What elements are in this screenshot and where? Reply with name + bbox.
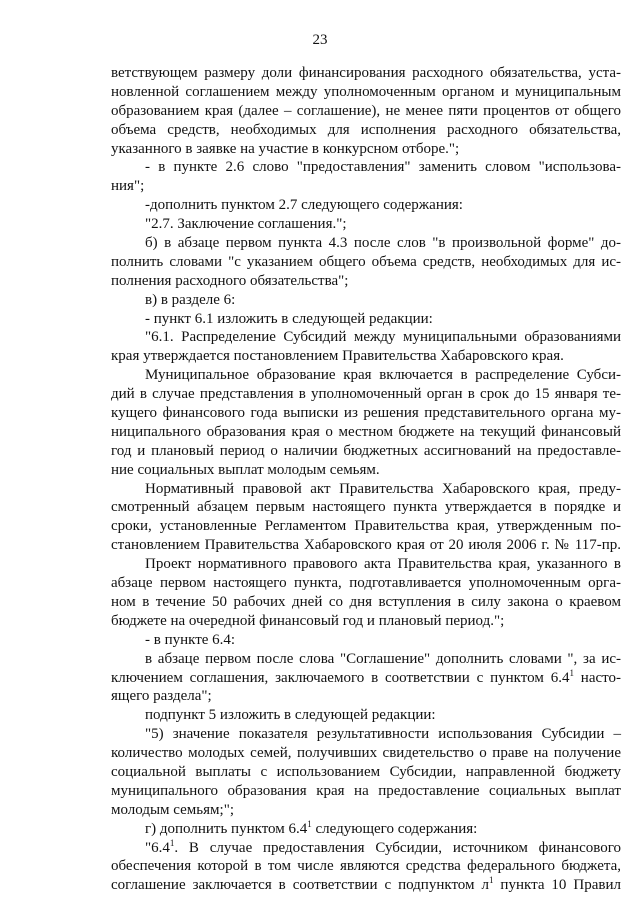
text-line: полнить словами "с указанием общего объема средств, необходимых для ис- bbox=[111, 253, 621, 270]
text-line: ветствующем размеру доли финансирования расходного обязательства, уста- bbox=[111, 65, 621, 81]
text-line: год и плановый период о наличии бюджетных ассигнований на предоставле- bbox=[111, 442, 621, 459]
text-line: объема средств, необходимых для исполнения расходного обязательства, bbox=[111, 121, 621, 138]
text-line: образованием края (далее – соглашение), не менее пяти процентов от общего bbox=[111, 102, 621, 119]
text-line: смотренный абзацем первым настоящего пункта утверждается в порядке и bbox=[111, 499, 621, 516]
text-line: полнения расходного обязательства"; bbox=[111, 272, 349, 289]
text-line: подпункт 5 изложить в следующей редакции: bbox=[145, 707, 436, 724]
text-line: Нормативный правовой акт Правительства Хабаровского края, преду- bbox=[145, 480, 621, 497]
text-line: "2.7. Заключение соглашения."; bbox=[145, 216, 347, 233]
text-line: "5) значение показателя результативности использования Субсидии – bbox=[145, 726, 621, 743]
text-line: сроки, установленные Регламентом Правительства края, утвержденным по- bbox=[111, 518, 621, 535]
text-line: Проект нормативного правового акта Правительства края, указанного в bbox=[145, 556, 621, 573]
text-line: б) в абзаце первом пункта 4.3 после слов "в произвольной форме" до- bbox=[145, 235, 621, 252]
text-line: г) дополнить пунктом $6.4^1$ следующего содержания: bbox=[145, 818, 478, 837]
document-body bbox=[111, 64, 621, 895]
text-line: - в пункте 2.6 слово "предоставления" заменить словом "использова- bbox=[145, 159, 621, 176]
text-line: муниципального образования края на предоставление социальных выплат bbox=[111, 782, 621, 799]
text-line: новленной соглашением между уполномоченным органом и муниципальным bbox=[111, 83, 621, 100]
text-line: кущего финансового года выписки из решения представительного органа му- bbox=[111, 405, 621, 422]
superscript: 1 bbox=[307, 818, 312, 829]
text-line: ном в течение 50 рабочих дней со дня вступления в силу закона о краевом bbox=[111, 593, 621, 610]
text-line: социальной выплаты с использованием Субсидии, направленной бюджету bbox=[111, 763, 621, 780]
text-line: в абзаце первом после слова "Соглашение" дополнить словами ", за ис- bbox=[145, 650, 621, 667]
text-line: обеспечения которой в том числе являются средства федерального бюджета, bbox=[111, 858, 621, 875]
text-line: в) в разделе 6: bbox=[145, 291, 236, 308]
text-line: "6.1. Распределение Субсидий между муниципальными образованиями bbox=[145, 329, 621, 346]
text-line: абзаце первом настоящего пункта, подготавливается уполномоченным орга- bbox=[111, 575, 621, 592]
text-line: Муниципальное образование края включается в распределение Субси- bbox=[145, 367, 621, 384]
text-line: ключением соглашения, заключаемого в соответствии с пунктом $6.4^1$ насто- bbox=[111, 667, 621, 686]
text-line: бюджете на очередной финансовый год и плановый период."; bbox=[111, 612, 505, 629]
text-line: - в пункте 6.4: bbox=[145, 631, 236, 648]
superscript: 1 bbox=[569, 667, 574, 678]
text-line: - пункт 6.1 изложить в следующей редакции: bbox=[145, 310, 433, 327]
text-line: ящего раздела"; bbox=[111, 688, 212, 705]
text-line: соглашение заключается в соответствии с подпунктом $л^1$ пункта 10 Правил bbox=[111, 875, 621, 894]
text-line: ния"; bbox=[111, 178, 145, 195]
text-line: дий в случае представления в уполномоченный орган в срок до 15 января те- bbox=[111, 386, 621, 403]
superscript: 1 bbox=[488, 875, 494, 886]
text-line: ние социальных выплат молодым семьям. bbox=[111, 461, 380, 478]
text-line: "$6.4^1$. В случае предоставления Субсидии, источником финансового bbox=[145, 837, 621, 856]
page-number: 23 bbox=[312, 32, 328, 48]
text-line: края утверждается постановлением Правительства Хабаровского края. bbox=[111, 348, 564, 365]
text-line: количество молодых семей, получивших свидетельство о праве на получение bbox=[111, 745, 621, 762]
text-line: указанного в заявке на участие в конкурсном отборе."; bbox=[111, 140, 460, 157]
superscript: 1 bbox=[169, 837, 175, 848]
text-line: становлением Правительства Хабаровского края от 20 июля 2006 г. № 117-пр. bbox=[111, 537, 621, 554]
text-line: молодым семьям;"; bbox=[111, 801, 234, 818]
text-line: -дополнить пунктом 2.7 следующего содержания: bbox=[145, 197, 463, 214]
text-line: ниципального образования края о местном бюджете на текущий финансовый bbox=[111, 423, 621, 440]
